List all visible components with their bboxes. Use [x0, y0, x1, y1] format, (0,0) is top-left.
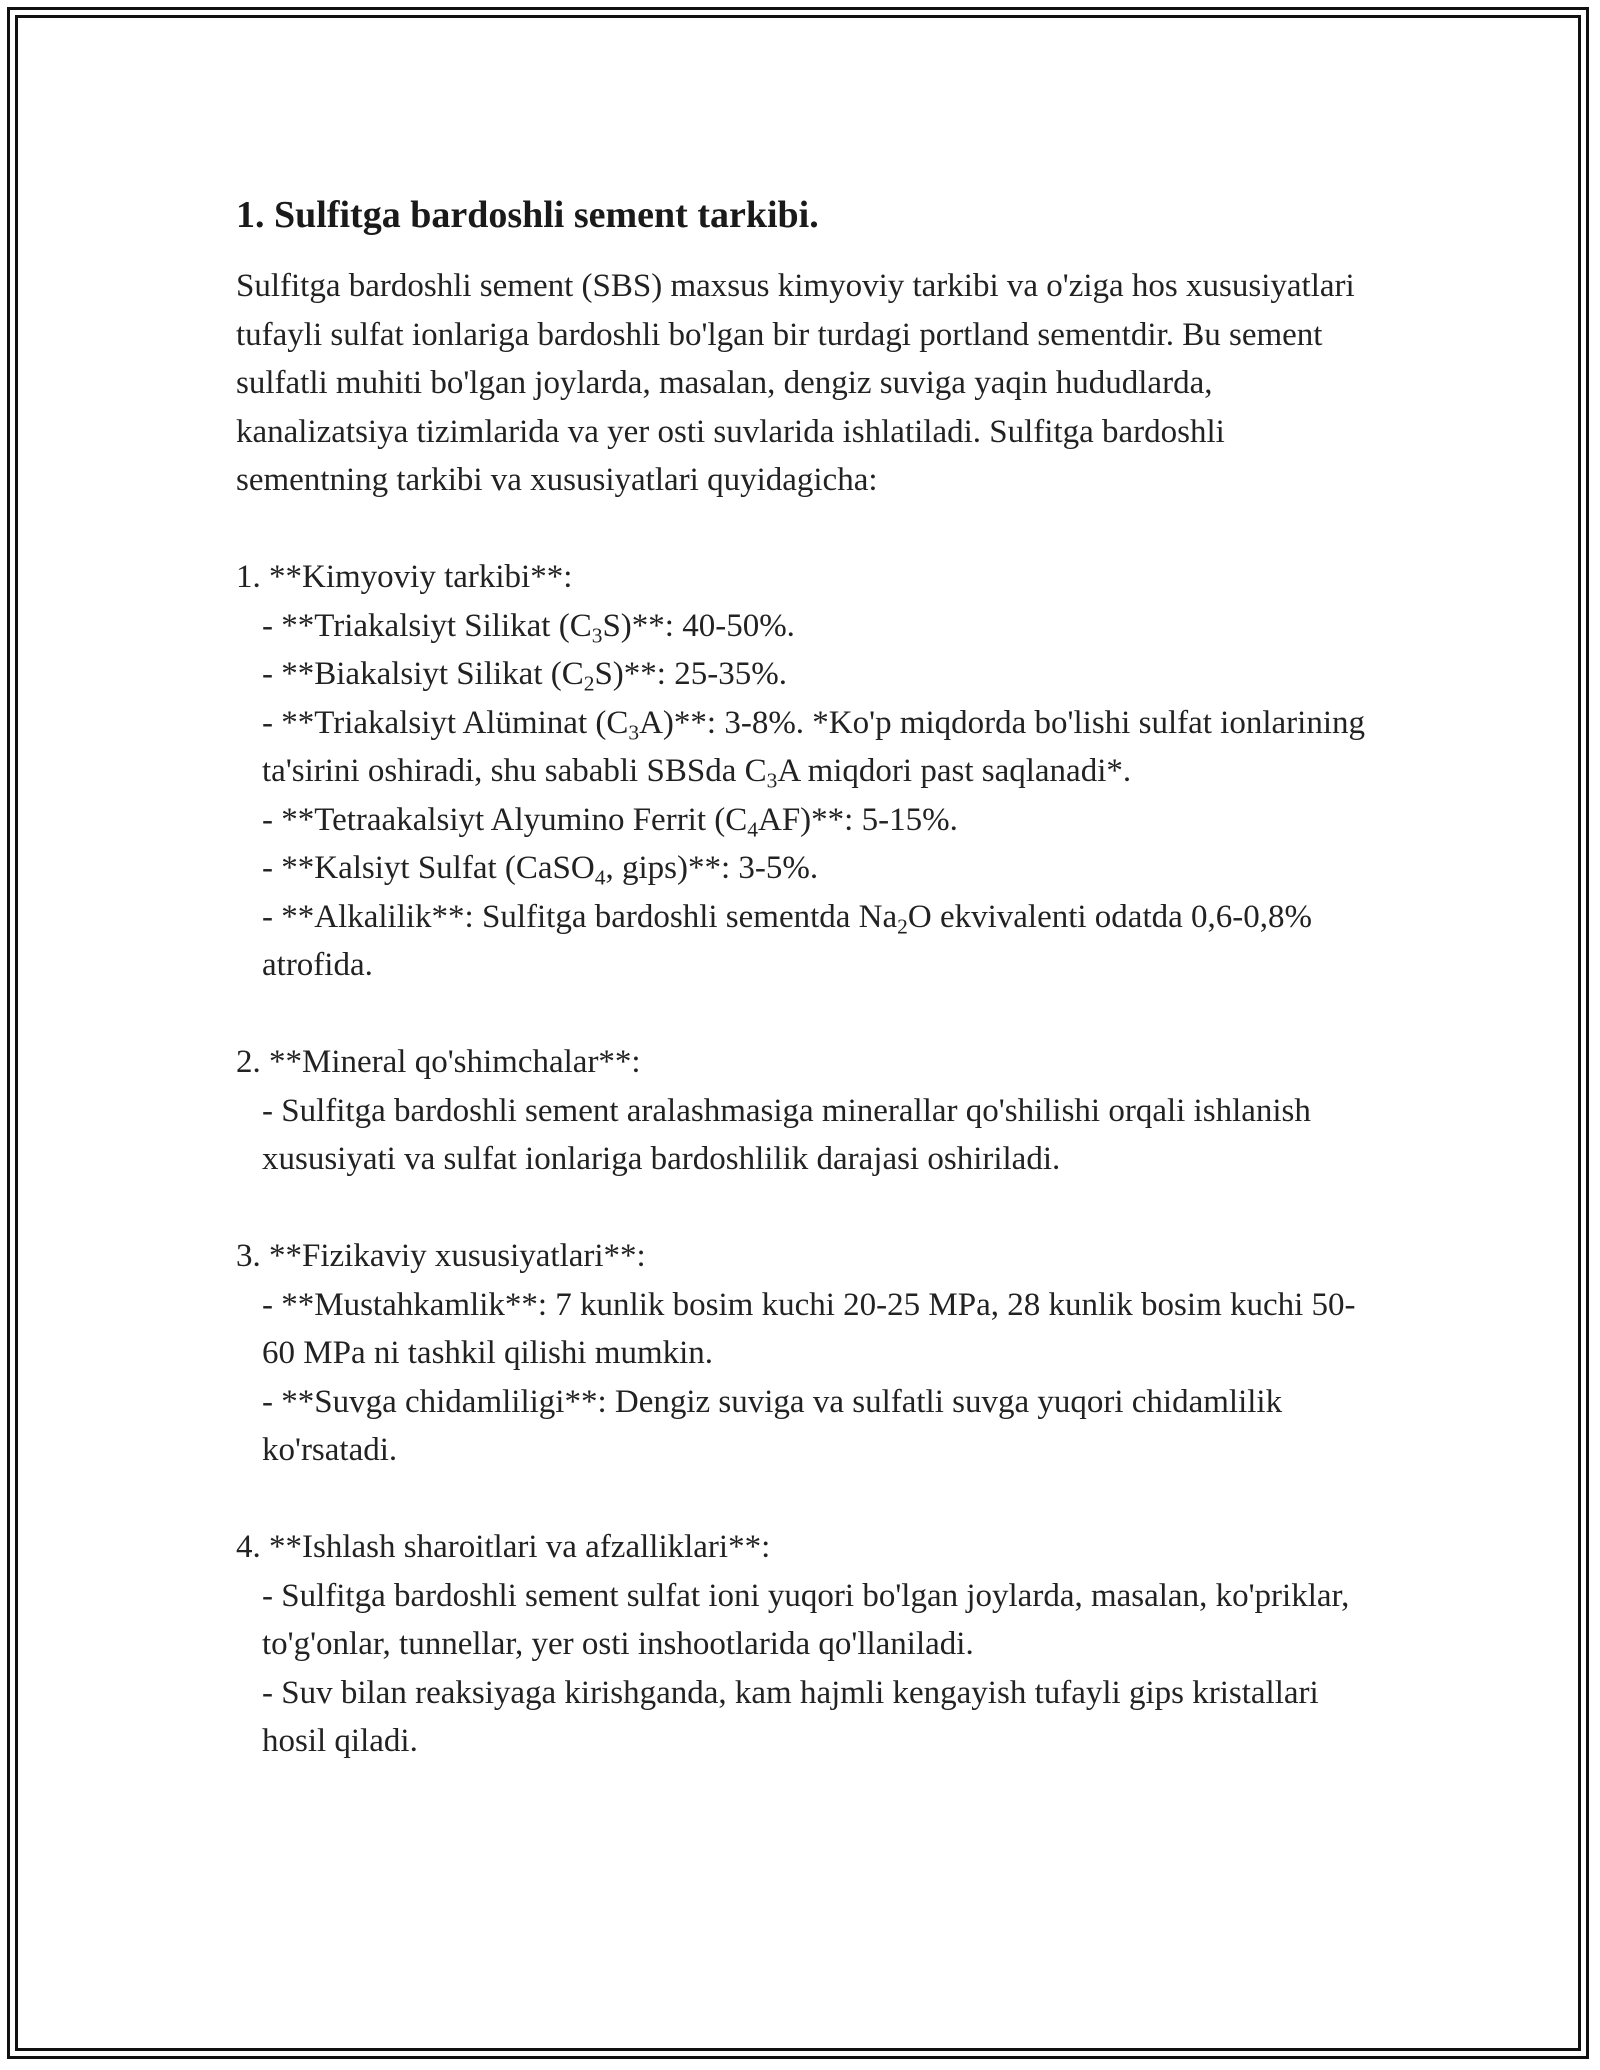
section-heading: 2. **Mineral qo'shimchalar**: [236, 1044, 641, 1080]
list-item-alkali: - **Alkalilik**: Sulfitga bardoshli sementda $Na_2O$ ekvivalenti odatda 0,6-0,8% atrofida. [262, 898, 1312, 983]
section-chemical-composition [236, 553, 1366, 990]
list-item: - **Mustahkamlik**: 7 kunlik bosim kuchi 20-25 MPa, 28 kunlik bosim kuchi 50-60 MPa ni tashkil qilishi mumkin. [262, 1286, 1356, 1371]
list-item-c3s: - **Triakalsiyt Silikat $(C_3S)**$: 40-50%. [262, 607, 795, 647]
section-heading: 3. **Fizikaviy xususiyatlari**: [236, 1238, 646, 1274]
section-heading: 1. **Kimyoviy tarkibi**: [236, 559, 573, 595]
list-item-c4af: - **Tetraakalsiyt Alyumino Ferrit $(C_4AF)**$: 5-15%. [262, 801, 958, 841]
section-heading: 4. **Ishlash sharoitlari va afzalliklari**: [236, 1529, 771, 1565]
section-mineral-additives [236, 1038, 1366, 1184]
document-body [236, 188, 1366, 1766]
list-item-c2s: - **Biakalsiyt Silikat $(C_2S)**$: 25-35%. [262, 656, 787, 696]
list-item-caso4: - **Kalsiyt Sulfat (CaSO$_4$, gips)**: 3-5%. [262, 850, 819, 890]
list-item-c3a: - **Triakalsiyt Alüminat $(C_3A)**$: 3-8%. *Ko'p miqdorda bo'lishi sulfat ionlarining ta'sirini oshiradi, shu sababli SBSda $C_3A$ miqdori past saqlanadi*. [262, 704, 1365, 793]
list-item: - Suv bilan reaksiyaga kirishganda, kam hajmli kengayish tufayli gips kristallari hosil qiladi. [262, 1674, 1319, 1759]
list-item: - **Suvga chidamliligi**: Dengiz suviga va sulfatli suvga yuqori chidamlilik ko'rsatadi. [262, 1383, 1283, 1468]
intro-paragraph: Sulfitga bardoshli sement (SBS) maxsus kimyoviy tarkibi va o'ziga hos xususiyatlari tufayli sulfat ionlariga bardoshli bo'lgan bir turdagi portland sementdir. Bu sement sulfatli muhiti bo'lgan joylarda, masalan, dengiz suviga yaqin hududlarda, kanalizatsiya tizimlarida va yer osti suvlarida ishlatiladi. Sulfitga bardoshli sementning tarkibi va xususiyatlari quyidagicha: [236, 268, 1355, 498]
list-item: - Sulfitga bardoshli sement aralashmasiga minerallar qo'shilishi orqali ishlanish xususiyati va sulfat ionlariga bardoshlilik darajasi oshiriladi. [262, 1092, 1311, 1177]
page-title: 1. Sulfitga bardoshli sement tarkibi. [236, 194, 819, 236]
section-physical-properties [236, 1232, 1366, 1475]
section-working-conditions [236, 1523, 1366, 1766]
list-item: - Sulfitga bardoshli sement sulfat ioni yuqori bo'lgan joylarda, masalan, ko'priklar, to'g'onlar, tunnellar, yer osti inshootlarida qo'llaniladi. [262, 1577, 1350, 1662]
